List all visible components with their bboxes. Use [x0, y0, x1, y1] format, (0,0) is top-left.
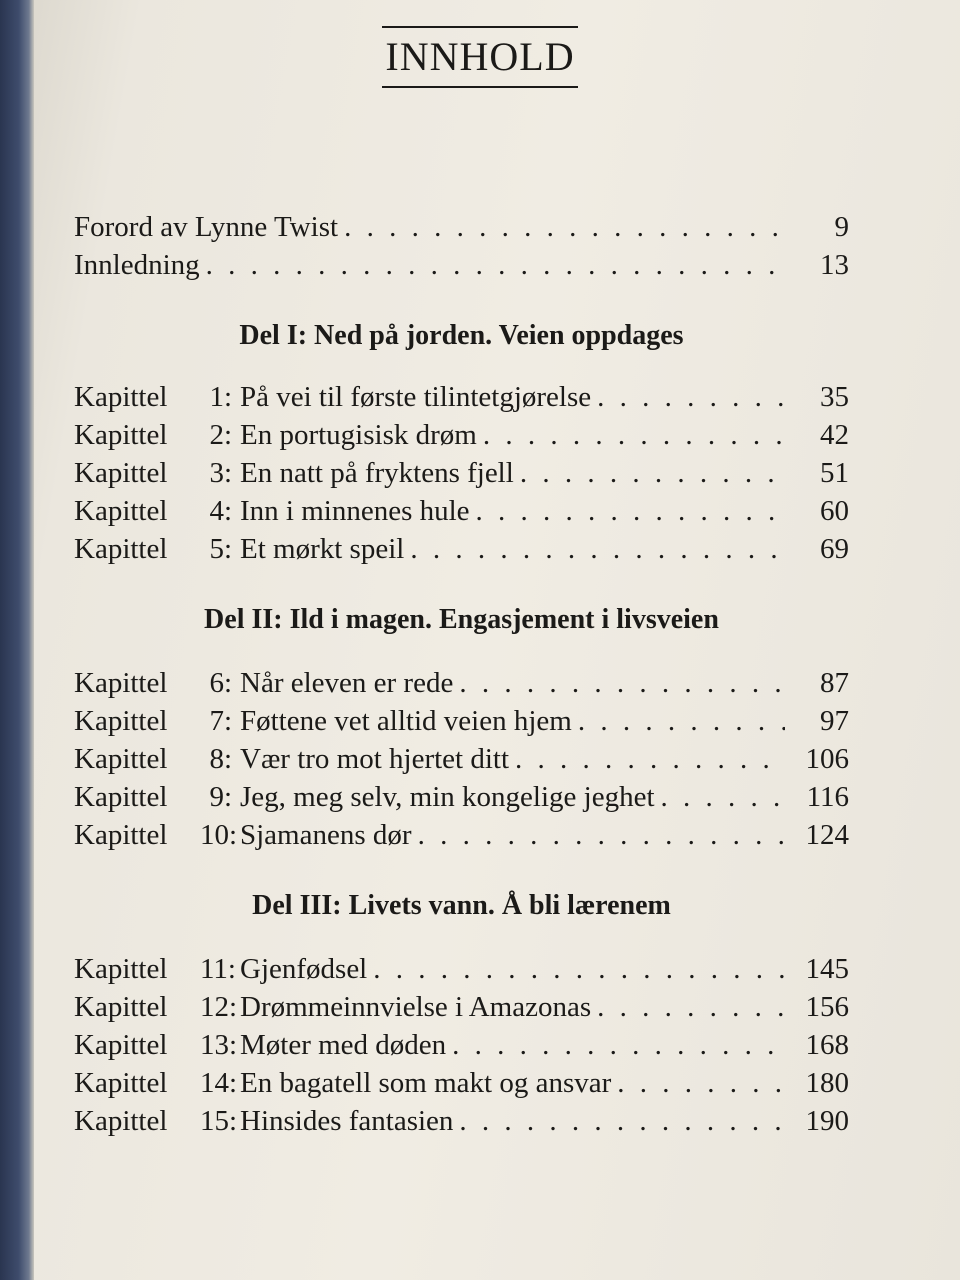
dot-leader	[661, 778, 786, 816]
chapter-page: 35	[820, 381, 849, 413]
chapter-number: 12:	[200, 991, 238, 1023]
entry-page: 9	[834, 211, 849, 243]
chapter-number: 11:	[200, 953, 236, 985]
chapter-page: 168	[805, 1029, 849, 1061]
chapter-number: 8:	[209, 743, 232, 775]
dot-leader	[373, 950, 785, 988]
toc-chapter-row	[74, 530, 849, 568]
toc-chapter-row	[74, 378, 849, 416]
chapter-label: Kapittel	[74, 1067, 168, 1099]
chapter-number: 1:	[209, 381, 232, 413]
chapter-number: 5:	[209, 533, 232, 565]
chapter-label: Kapittel	[74, 1029, 168, 1061]
toc-chapter-row	[74, 988, 849, 1026]
toc-chapter-row	[74, 1102, 849, 1140]
chapter-title: Jeg, meg selv, min kongelige jeghet	[240, 781, 655, 813]
chapter-page: 106	[805, 743, 849, 775]
toc-chapter-row	[74, 950, 849, 988]
page-title: INNHOLD	[385, 34, 575, 79]
chapter-number: 2:	[209, 419, 232, 451]
dot-leader	[597, 378, 785, 416]
dot-leader	[617, 1064, 785, 1102]
chapter-page: 145	[805, 953, 849, 985]
chapter-title: Hinsides fantasien	[240, 1105, 454, 1137]
chapter-label: Kapittel	[74, 381, 168, 413]
chapter-title: Drømmeinnvielse i Amazonas	[240, 991, 592, 1023]
chapter-number: 14:	[200, 1067, 238, 1099]
chapter-label: Kapittel	[74, 457, 168, 489]
chapter-label: Kapittel	[74, 953, 168, 985]
dot-leader	[418, 816, 785, 854]
part-heading: Del II: Ild i magen. Engasjement i livsveien	[204, 604, 719, 635]
chapter-page: 180	[805, 1067, 849, 1099]
chapter-label: Kapittel	[74, 781, 168, 813]
chapter-number: 3:	[209, 457, 232, 489]
toc-chapter-row	[74, 1064, 849, 1102]
chapter-title: Føttene vet alltid veien hjem	[240, 705, 572, 737]
chapter-number: 6:	[209, 667, 232, 699]
chapter-number: 7:	[209, 705, 232, 737]
chapter-title: En portugisisk drøm	[240, 419, 477, 451]
book-cover-edge	[0, 0, 34, 1280]
chapter-number: 13:	[200, 1029, 238, 1061]
part-heading: Del III: Livets vann. Å bli lærenem	[252, 890, 671, 921]
chapter-title: På vei til første tilintetgjørelse	[240, 381, 592, 413]
toc-chapter-row	[74, 702, 849, 740]
chapter-label: Kapittel	[74, 705, 168, 737]
dot-leader	[597, 988, 785, 1026]
toc-chapter-row	[74, 740, 849, 778]
chapter-title: Et mørkt speil	[240, 533, 405, 565]
chapter-page: 69	[820, 533, 849, 565]
chapter-label: Kapittel	[74, 533, 168, 565]
chapter-title: En bagatell som makt og ansvar	[240, 1067, 612, 1099]
chapter-page: 97	[820, 705, 849, 737]
toc-chapter-row	[74, 454, 849, 492]
chapter-page: 156	[805, 991, 849, 1023]
chapter-number: 9:	[209, 781, 232, 813]
toc-chapter-row	[74, 416, 849, 454]
dot-leader	[344, 208, 785, 246]
chapter-page: 124	[805, 819, 849, 851]
toc-chapter-row	[74, 1026, 849, 1064]
chapter-title: Sjamanens dør	[240, 819, 412, 851]
chapter-label: Kapittel	[74, 495, 168, 527]
dot-leader	[515, 740, 785, 778]
dot-leader	[476, 492, 785, 530]
dot-leader	[410, 530, 785, 568]
chapter-page: 60	[820, 495, 849, 527]
part-heading: Del I: Ned på jorden. Veien oppdages	[239, 320, 684, 351]
toc-entry-foreword	[74, 208, 849, 246]
toc-entry-introduction	[74, 246, 849, 284]
title-rule-top	[382, 26, 578, 28]
chapter-page: 190	[805, 1105, 849, 1137]
chapter-title: Inn i minnenes hule	[240, 495, 470, 527]
chapter-label: Kapittel	[74, 419, 168, 451]
entry-title: Innledning	[74, 249, 200, 281]
dot-leader	[578, 702, 785, 740]
toc-chapter-row	[74, 664, 849, 702]
title-rule-bottom	[382, 86, 578, 88]
chapter-title: Vær tro mot hjertet ditt	[240, 743, 510, 775]
dot-leader	[459, 664, 785, 702]
dot-leader	[452, 1026, 785, 1064]
chapter-label: Kapittel	[74, 1105, 168, 1137]
chapter-label: Kapittel	[74, 667, 168, 699]
chapter-label: Kapittel	[74, 743, 168, 775]
entry-page: 13	[820, 249, 849, 281]
dot-leader	[483, 416, 785, 454]
chapter-title: En natt på fryktens fjell	[240, 457, 514, 489]
chapter-label: Kapittel	[74, 991, 168, 1023]
chapter-number: 4:	[209, 495, 232, 527]
toc-chapter-row	[74, 778, 849, 816]
chapter-title: Møter med døden	[240, 1029, 447, 1061]
toc-chapter-row	[74, 816, 849, 854]
chapter-number: 15:	[200, 1105, 238, 1137]
title-block	[0, 26, 960, 88]
chapter-label: Kapittel	[74, 819, 168, 851]
chapter-page: 42	[820, 419, 849, 451]
dot-leader	[206, 246, 785, 284]
chapter-page: 116	[806, 781, 849, 813]
chapter-title: Gjenfødsel	[240, 953, 368, 985]
dot-leader	[520, 454, 785, 492]
chapter-page: 51	[820, 457, 849, 489]
dot-leader	[459, 1102, 785, 1140]
chapter-title: Når eleven er rede	[240, 667, 454, 699]
toc-chapter-row	[74, 492, 849, 530]
chapter-number: 10:	[200, 819, 238, 851]
entry-title: Forord av Lynne Twist	[74, 211, 339, 243]
chapter-page: 87	[820, 667, 849, 699]
